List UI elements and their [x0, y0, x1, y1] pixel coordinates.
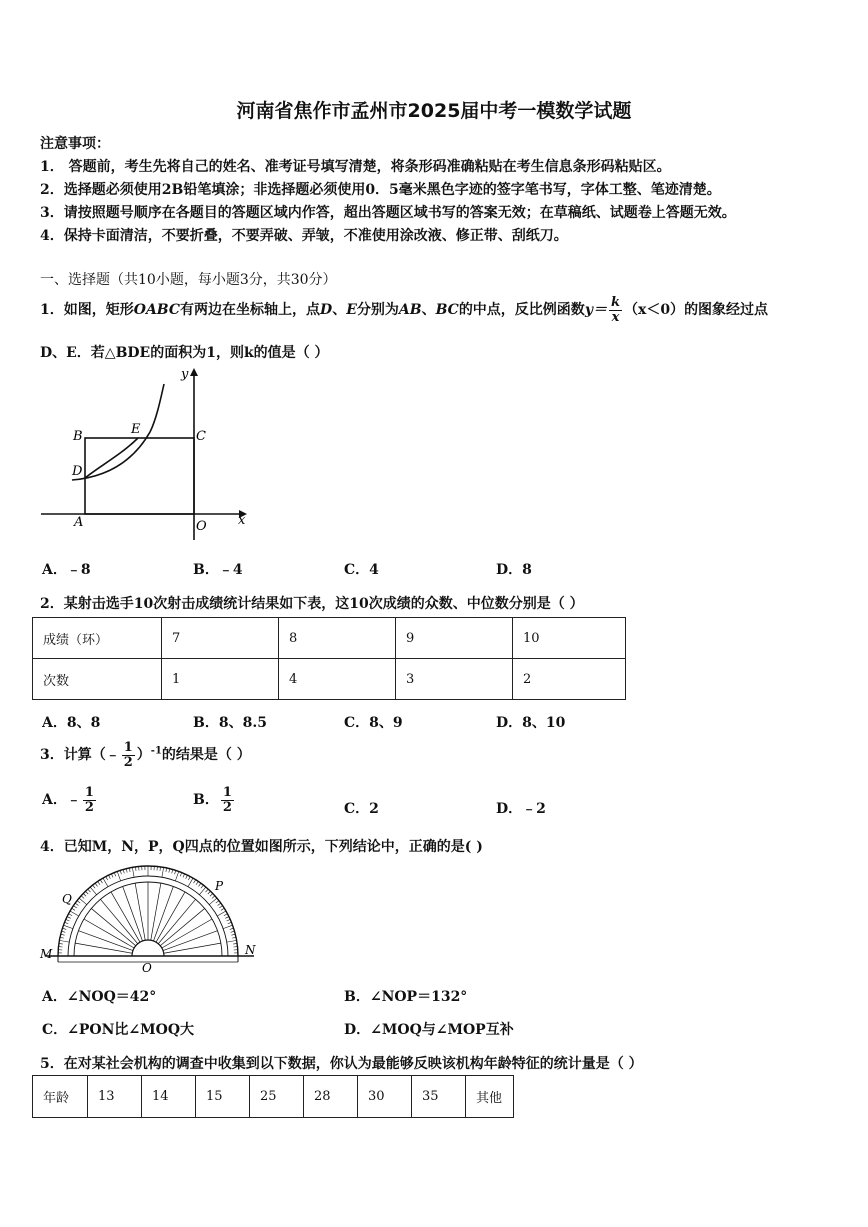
page-title: 河南省焦作市孟州市2025届中考一模数学试题 [236, 100, 632, 122]
score-table [32, 617, 626, 700]
table-cell: 35 [412, 1076, 466, 1118]
table-cell: 9 [396, 618, 513, 659]
table-row [33, 618, 626, 659]
fraction: $\frac{1}{2}$ [222, 785, 232, 815]
protractor-figure [38, 858, 264, 974]
option-d: D．8 [496, 562, 532, 578]
option-b: B． $\frac{1}{2}$ [193, 785, 232, 815]
table-cell: 10 [513, 618, 626, 659]
q5-stem: 5．在对某社会机构的调查中收集到以下数据，你认为最能够反映该机构年龄特征的统计量是（ ） [40, 1056, 643, 1072]
point-label: C [196, 429, 206, 444]
point-label: B [73, 429, 83, 444]
point-label: Q [62, 892, 72, 906]
notice-item: 1． 答题前，考生先将自己的姓名、准考证号填写清楚，将条形码准确粘贴在考生信息条形码粘贴区。 [40, 159, 671, 175]
q2-stem: 2．某射击选手10次射击成绩统计结果如下表，这10次成绩的众数、中位数分别是（ ） [40, 596, 584, 612]
table-cell: 15 [196, 1076, 250, 1118]
table-cell: 次数 [33, 659, 162, 700]
option-a: A．∠NOQ＝42° [42, 989, 157, 1005]
table-cell: 14 [142, 1076, 196, 1118]
table-cell: 其他 [466, 1076, 514, 1118]
q1-figure [38, 362, 258, 542]
point-label: M [40, 947, 53, 961]
option-d: D．8、10 [496, 715, 566, 731]
fraction: $\frac{1}{2}$ [84, 785, 94, 815]
option-b: B．∠NOP＝132° [344, 989, 468, 1005]
fraction: $\frac{k}{x}$ [610, 295, 620, 325]
table-row [33, 1076, 514, 1118]
table-row [33, 659, 626, 700]
axis-label-y: y [181, 367, 189, 382]
option-b: B．﹣4 [193, 562, 243, 578]
table-cell: 7 [162, 618, 279, 659]
option-c: C．4 [344, 562, 379, 578]
point-label: D [72, 464, 83, 479]
table-cell: 4 [279, 659, 396, 700]
section-heading: 一、选择题（共10小题，每小题3分，共30分） [40, 272, 337, 288]
q4-stem: 4．已知M，N，P，Q四点的位置如图所示，下列结论中，正确的是( ) [40, 839, 483, 855]
table-cell: 2 [513, 659, 626, 700]
option-d: D．∠MOQ与∠MOP互补 [344, 1022, 514, 1038]
notice-item: 2．选择题必须使用2B铅笔填涂；非选择题必须使用0．5毫米黑色字迹的签字笔书写，字体工整、笔迹清楚。 [40, 182, 721, 198]
q1-stem-line2: D、E．若△BDE的面积为1，则k的值是（ ） [40, 345, 329, 361]
notice-heading: 注意事项： [40, 136, 110, 152]
table-cell: 年龄 [33, 1076, 88, 1118]
point-label: P [215, 879, 224, 893]
table-cell: 28 [304, 1076, 358, 1118]
table-cell: 8 [279, 618, 396, 659]
point-label: O [142, 961, 152, 974]
point-label: E [131, 422, 141, 437]
option-a: A．8、8 [42, 715, 101, 731]
axis-label-x: x [238, 513, 246, 528]
option-c: C．8、9 [344, 715, 403, 731]
point-label: O [196, 519, 207, 534]
protractor-ticks [58, 866, 238, 956]
option-d: D．﹣2 [496, 801, 546, 817]
q1-stem-line1: 1．如图，矩形OABC有两边在坐标轴上，点D、E分别为AB、BC的中点，反比例函数y＝ $\frac{k}{x}$ （x＜0）的图象经过点 [40, 295, 769, 325]
option-c: C．2 [344, 801, 379, 817]
option-a: A．﹣ $\frac{1}{2}$ [42, 785, 94, 815]
table-cell: 13 [88, 1076, 142, 1118]
age-table [32, 1075, 514, 1118]
q3-stem: 3．计算（﹣ $\frac{1}{2}$ ）$^{-1}$的结果是（ ） [40, 740, 251, 770]
option-b: B．8、8.5 [193, 715, 267, 731]
table-cell: 成绩（环） [33, 618, 162, 659]
option-c: C．∠PON比∠MOQ大 [42, 1022, 195, 1038]
fraction: $\frac{1}{2}$ [123, 740, 133, 770]
table-cell: 25 [250, 1076, 304, 1118]
point-label: N [245, 943, 256, 957]
notice-item: 4．保持卡面清洁，不要折叠，不要弄破、弄皱，不准使用涂改液、修正带、刮纸刀。 [40, 228, 568, 244]
point-label: A [74, 515, 84, 530]
option-a: A．﹣8 [42, 562, 91, 578]
table-cell: 30 [358, 1076, 412, 1118]
table-cell: 3 [396, 659, 513, 700]
table-cell: 1 [162, 659, 279, 700]
notice-item: 3．请按照题号顺序在各题目的答题区域内作答，超出答题区域书写的答案无效；在草稿纸、试题卷上答题无效。 [40, 205, 736, 221]
